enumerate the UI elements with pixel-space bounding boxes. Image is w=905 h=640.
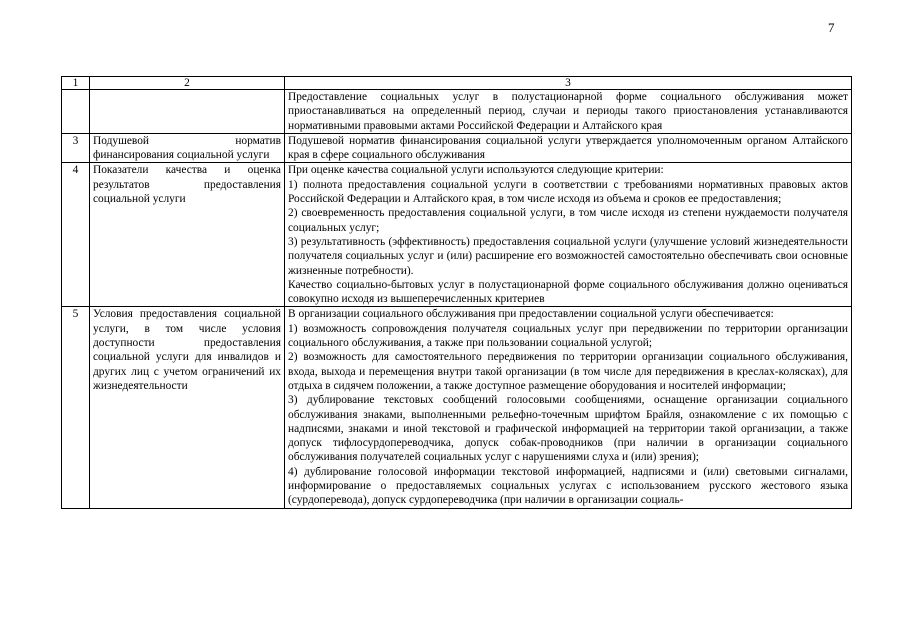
row-name: Подушевой норматив финансирования социальной услуги [90,133,285,163]
row-number: 3 [62,133,90,163]
page-number: 7 [828,20,835,35]
row-number: 5 [62,307,90,508]
paragraph: 3) дублирование текстовых сообщений голосовыми сообщениями, оснащение организации социального обслуживания знаками, выполненными рельефно-точечным шрифтом Брайля, ознакомление с их помощью с надписями, знаками и иной текстовой и графической информацией на территории такой организации, а также допуск тифлосурдопереводчика, допуск собак-проводников (при наличии в организации социального обслуживания получателей социальных услуг с нарушениями слуха и (или) зрения); [288,394,848,464]
paragraph: Подушевой норматив финансирования социальной услуги утверждается уполномоченным органом Алтайского края в сфере социального обслуживания [288,134,848,162]
column-header: 2 [90,77,285,90]
row-description [285,163,852,307]
paragraph: 4) дублирование голосовой информации текстовой информацией, надписями и (или) световыми сигналами, информирование о предоставляемых социальных услугах с использованием русского жестового языка (сурдоперевода), допуск сурдопереводчика (при наличии в организации социаль- [288,465,848,507]
table-row [62,163,852,307]
row-name [90,90,285,134]
column-header: 3 [285,77,852,90]
paragraph: В организации социального обслуживания при предоставлении социальной услуги обеспечивается: [288,308,774,321]
services-table [61,76,852,509]
paragraph: 1) полнота предоставления социальной услуги в соответствии с требованиями нормативных правовых актов Российской Федерации и Алтайского края, в том числе исходя из объема и сроков ее предоставления; [288,178,848,206]
row-name: Условия предоставления социальной услуги, в том числе условия доступности предоставления социальной услуги для инвалидов и других лиц с учетом ограничений их жизнедеятельности [90,307,285,508]
row-description [285,307,852,508]
row-number: 4 [62,163,90,307]
table-header-row [62,77,852,90]
paragraph: При оценке качества социальной услуги используются следующие критерии: [288,164,664,177]
paragraph: 2) возможность для самостоятельного передвижения по территории организации социального обслуживания, входа, выхода и перемещения внутри такой организации (в том числе для передвижения в креслах-колясках), для отдыха в сидячем положении, а также доступное размещение оборудования и носителей информации; [288,351,848,392]
paragraph: Предоставление социальных услуг в полустационарной форме социального обслуживания может приостанавливаться на определенный период, случаи и периоды такого приостановления устанавливаются нормативными правовыми актами Российской Федерации и Алтайского края [288,91,848,132]
paragraph: 1) возможность сопровождения получателя социальных услуг при передвижении по территории организации социального обслуживания, а также при пользовании социальной услугой; [288,322,848,350]
row-description [285,133,852,163]
paragraph: 2) своевременность предоставления социальной услуги, в том числе исходя из степени нуждаемости получателя социальных услуг; [288,207,848,234]
table-row [62,307,852,508]
row-number [62,90,90,134]
column-header: 1 [62,77,90,90]
table-row [62,90,852,134]
row-name: Показатели качества и оценка результатов предоставления социальной услуги [90,163,285,307]
paragraph: 3) результативность (эффективность) предоставления социальной услуги (улучшение условий жизнедеятельности получателя социальных услуг и (или) расширение его возможностей самостоятельно обеспечивать свои основные жизненные потребности). [288,235,848,277]
paragraph: Качество социально-бытовых услуг в полустационарной форме социального обслуживания должно оцениваться совокупно исходя из вышеперечисленных критериев [288,278,848,306]
row-description [285,90,852,134]
table-row [62,133,852,163]
